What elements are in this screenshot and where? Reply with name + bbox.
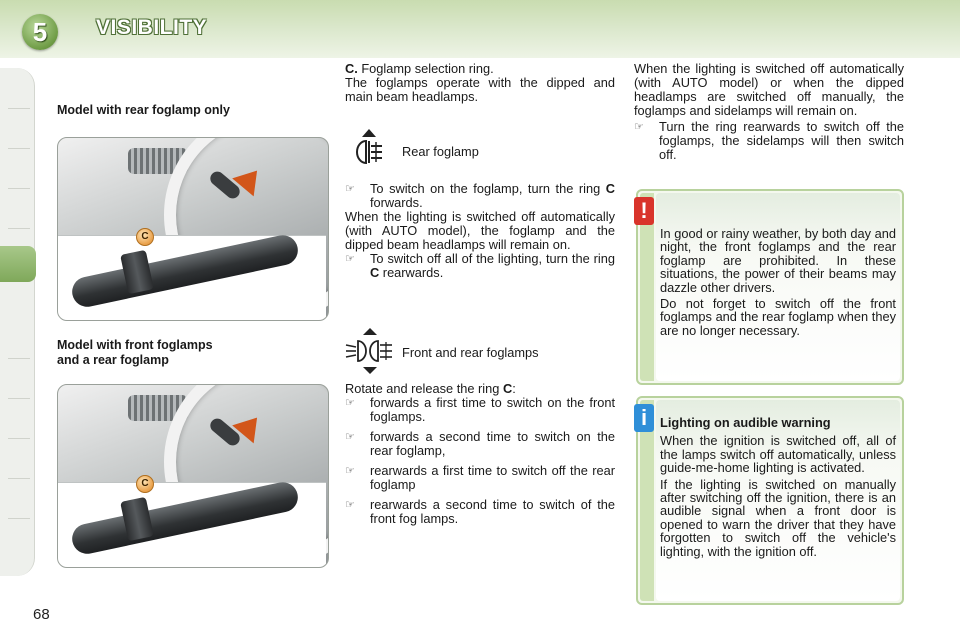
stalk-detail-inset	[58, 478, 326, 567]
page-number: 68	[33, 606, 50, 623]
warning-icon: !	[634, 197, 654, 225]
instruction-text: Turn the ring rearwards to switch off the foglamps, the sidelamps will then switch off.	[659, 119, 904, 162]
auto-lighting-text	[634, 62, 904, 162]
warning-text	[660, 227, 896, 340]
active-chapter-tab	[0, 246, 36, 282]
chapter-number: 5	[32, 17, 48, 47]
pointing-hand-icon: ☞	[345, 253, 355, 265]
illustration-rear-foglamp-stalk	[57, 137, 329, 321]
intro-line: The foglamps operate with the dipped and main beam headlamps.	[345, 75, 615, 104]
pointing-hand-icon: ☞	[634, 121, 644, 133]
callout-ref: C.	[345, 61, 358, 76]
callout-c: C	[136, 475, 154, 493]
pointing-hand-icon: ☞	[345, 431, 355, 443]
info-paragraph: When the ignition is switched off, all of the lamps switch off automatically, unless guide-me-home lighting is activated.	[660, 433, 896, 476]
rear-foglamp-instructions	[345, 182, 615, 280]
pointing-hand-icon: ☞	[345, 397, 355, 409]
instruction-text: rearwards.	[379, 265, 444, 280]
callout-ref: C	[605, 181, 615, 196]
auto-lighting-paragraph: When the lighting is switched off automatically (with AUTO model), the foglamp and the dipped beam headlamps will remain on.	[345, 209, 615, 252]
callout-ref: C	[502, 381, 513, 396]
warning-box	[636, 189, 904, 385]
stalk-detail	[69, 232, 300, 309]
front-rear-instructions	[345, 382, 615, 526]
tab-divider	[8, 358, 30, 359]
info-icon: i	[634, 404, 654, 432]
step-text: forwards a first time to switch on the front foglamps.	[370, 395, 615, 424]
tab-divider	[8, 228, 30, 229]
heading-line: Model with front foglamps	[57, 338, 213, 352]
intro-text	[345, 62, 615, 104]
instruction-text: forwards.	[370, 195, 423, 210]
info-paragraph: If the lighting is switched on manually after switching off the ignition, there is an audible signal when a front door is opened to warn the driver that they have forgotten to switch off the vehicle's lighting, with the ignition off.	[660, 476, 896, 559]
front-rear-foglamp-label: Front and rear foglamps	[402, 345, 539, 360]
info-text	[660, 416, 896, 561]
warning-paragraph: Do not forget to switch off the front foglamps and the rear foglamp when they are no longer necessary.	[660, 296, 896, 338]
tab-divider	[8, 398, 30, 399]
intro-text-span: Foglamp selection ring.	[357, 61, 494, 76]
step-text: forwards a second time to switch on the rear foglamp,	[370, 429, 615, 458]
tab-divider	[8, 108, 30, 109]
callout-ref: C	[370, 265, 380, 280]
pointing-hand-icon: ☞	[345, 465, 355, 477]
rear-foglamp-label: Rear foglamp	[402, 144, 479, 159]
instruction-text: To switch on the foglamp, turn the ring	[370, 181, 606, 196]
callout-c: C	[136, 228, 154, 246]
stalk-detail	[69, 479, 300, 556]
instruction-text: Rotate and release the ring	[345, 381, 503, 396]
heading-line: and a rear foglamp	[57, 353, 169, 367]
tab-divider	[8, 438, 30, 439]
step-text: rearwards a second time to switch of the front fog lamps.	[370, 497, 615, 526]
instruction-text: :	[512, 381, 516, 396]
illustration-front-rear-foglamp-stalk	[57, 384, 329, 568]
tab-divider	[8, 478, 30, 479]
heading-rear-foglamp-only: Model with rear foglamp only	[57, 103, 230, 117]
pointing-hand-icon: ☞	[345, 183, 355, 195]
front-rear-foglamp-icon	[344, 328, 396, 379]
rear-foglamp-icon	[352, 129, 386, 180]
pointing-hand-icon: ☞	[345, 499, 355, 511]
warning-paragraph: In good or rainy weather, by both day and night, the front foglamps and the rear foglamp are prohibited. In these situations, the power of their beams may dazzle other drivers.	[660, 226, 896, 295]
info-title: Lighting on audible warning	[660, 415, 831, 430]
tab-divider	[8, 188, 30, 189]
tab-divider	[8, 148, 30, 149]
tab-divider	[8, 518, 30, 519]
heading-front-and-rear-foglamps	[57, 338, 213, 368]
info-box	[636, 396, 904, 605]
step-text: rearwards a first time to switch off the rear foglamp	[370, 463, 615, 492]
stalk-detail-inset	[58, 231, 326, 320]
auto-lighting-paragraph: When the lighting is switched off automatically (with AUTO model) or when the dipped headlamps are switched off manually, the foglamps and sidelamps will remain on.	[634, 61, 904, 118]
page-title: VISIBILITY	[96, 16, 208, 39]
instruction-text: To switch off all of the lighting, turn the ring	[370, 251, 615, 266]
chapter-tab-rail	[0, 68, 35, 576]
